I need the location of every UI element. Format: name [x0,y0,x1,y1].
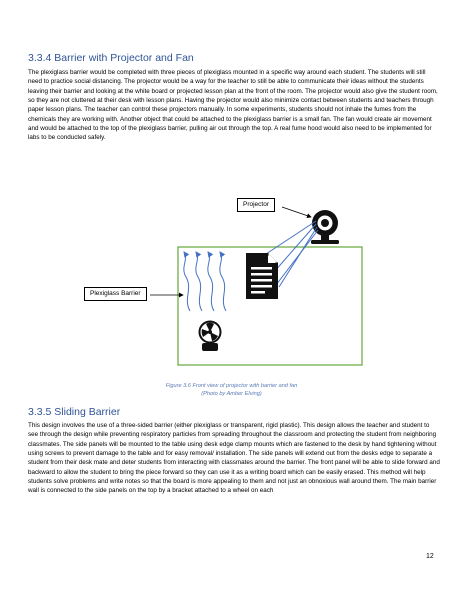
figure-projector-barrier-fan [0,195,463,375]
projector-pointer-arrow [282,207,311,217]
section-paragraph-3-3-4: The plexiglass barrier would be completed with three pieces of plexiglass mounted in a specific way around each student. The students will still need to practice social distancing. The projector would be a way for the teacher to still be able to communicate their ideas without the students leaving their barrier and looking at the white board or projected lesson plan at the front of the room. The projector would also give the student room, so they are not cluttered at their desk with lesson plans. Having the projector would also minimize contact between students and teachers through paper lesson plans. The teacher can control these projectors manually. In some experiments, students should not inhale the fumes from the chemicals they are working with. Another object that could be attached to the plexiglass barrier is a small fan. The fan would create air movement and would be attached to the top of the plexiglass barrier, pulling air out through the top. A real fume hood would also need to be implemented for labs to be conducted safely. [28,69,438,142]
section-paragraph-3-3-5: This design involves the use of a three-sided barrier (either plexiglass or transparent, rigid plastic). This design allows the teacher and student to see through the design while preventing respiratory particles from spreading throughout the classroom and protecting the student from neighboring classmates. The side panels will be mounted to the table using desk edge clamp mounts which are fastened to the desk by hand tightening without using screws to prevent damage to the table and for easy removal/ installation. The side panels will extend out from the desks edge to separate a student from their desk mate and deter students from interacting with classmates around the barrier. The front panel will be able to slide forward and backward to allow the student to bring the piece forward so they can use it as a writing board which can be easily erased. This method will help students solve problems and write notes so that the board is more appealing to them and not just an obnoxious wall around them. The main barrier wall is connected to the side panels on the top by a bracket attached to a wheel on each [28,422,440,495]
figure-drawing [0,195,463,375]
fan-icon [200,322,221,352]
figure-credit: (Photo by Amber Elving) [201,391,262,397]
lesson-plan-document-icon [246,253,278,299]
figure-caption: Figure 3.6 Front view of projector with barrier and fan [165,383,298,389]
section-heading-3-3-4: 3.3.4 Barrier with Projector and Fan [28,52,194,64]
airflow-arrows [184,252,226,311]
section-heading-3-3-5: 3.3.5 Sliding Barrier [28,406,121,418]
plexiglass-barrier-label: Plexiglass Barrier [84,287,147,301]
projector-label: Projector [237,198,275,212]
projector-icon [311,210,339,244]
page-number: 12 [426,553,434,560]
